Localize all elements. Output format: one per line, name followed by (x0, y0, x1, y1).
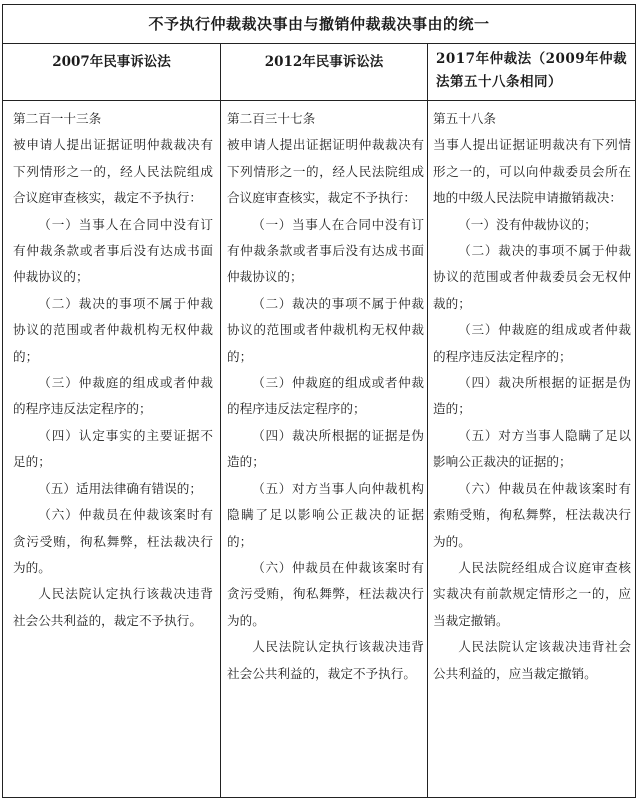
clause-paragraph: （六）仲裁员在仲裁该案时有索贿受贿，徇私舞弊，枉法裁决行为的。 (433, 480, 631, 549)
column-2007-body (13, 106, 213, 634)
column-header-2007: 2007年民事诉讼法 (52, 54, 171, 70)
clause-paragraph: （四）裁决所根据的证据是伪造的； (433, 375, 631, 417)
article-number: 第二百一十三条 (13, 111, 102, 126)
column-2017-body (433, 106, 631, 687)
column-header-2012: 2012年民事诉讼法 (264, 54, 384, 70)
clause-paragraph: 当事人提出证据证明裁决有下列情形之一的，可以向仲裁委员会所在地的中级人民法院申请撤销裁决： (433, 137, 631, 206)
clause-paragraph: 人民法院认定执行该裁决违背社会公共利益的，裁定不予执行。 (13, 586, 213, 628)
table-title: 不予执行仲裁裁决事由与撤销仲裁裁决事由的统一 (3, 5, 635, 44)
clause-paragraph: （三）仲裁庭的组成或者仲裁的程序违反法定程序的； (13, 375, 213, 417)
column-divider (220, 43, 221, 797)
clause-paragraph: （六）仲裁员在仲裁该案时有贪污受贿，徇私舞弊，枉法裁决行为的。 (227, 559, 424, 628)
clause-paragraph: 人民法院认定执行该裁决违背社会公共利益的，裁定不予执行。 (227, 639, 424, 681)
clause-paragraph: （一）当事人在合同中没有订有仲裁条款或者事后没有达成书面仲裁协议的； (227, 216, 424, 285)
clause-paragraph: 人民法院认定该裁决违背社会公共利益的，应当裁定撤销。 (433, 639, 631, 681)
clause-paragraph: （一）当事人在合同中没有订有仲裁条款或者事后没有达成书面仲裁协议的； (13, 216, 213, 285)
clause-paragraph: （四）认定事实的主要证据不足的； (13, 427, 213, 470)
column-2012-body (227, 106, 424, 687)
clause-paragraph: （五）对方当事人向仲裁机构隐瞒了足以影响公正裁决的证据的； (227, 480, 424, 549)
column-divider (427, 43, 428, 797)
article-number: 第二百三十七条 (227, 111, 316, 126)
header-divider (3, 100, 635, 101)
clause-paragraph: （二）裁决的事项不属于仲裁协议的范围或者仲裁委员会无权仲裁的； (433, 243, 631, 311)
clause-paragraph: （五）适用法律确有错误的； (38, 480, 202, 496)
clause-paragraph: （五）对方当事人隐瞒了足以影响公正裁决的证据的； (433, 427, 631, 470)
clause-paragraph: （四）裁决所根据的证据是伪造的； (227, 427, 424, 470)
clause-paragraph: 被申请人提出证据证明仲裁裁决有下列情形之一的，经人民法院组成合议庭审查核实，裁定不予执行： (227, 137, 424, 206)
clause-paragraph: （二）裁决的事项不属于仲裁协议的范围或者仲裁机构无权仲裁的； (13, 295, 213, 364)
article-number: 第五十八条 (433, 111, 496, 126)
clause-paragraph: 被申请人提出证据证明仲裁裁决有下列情形之一的，经人民法院组成合议庭审查核实，裁定不予执行： (13, 137, 213, 206)
comparison-table (2, 4, 636, 798)
clause-paragraph: （六）仲裁员在仲裁该案时有贪污受贿，徇私舞弊，枉法裁决行为的。 (13, 507, 213, 575)
column-header-2017: 2017年仲裁法（2009年仲裁法第五十八条相同） (436, 51, 628, 90)
clause-paragraph: （三）仲裁庭的组成或者仲裁的程序违反法定程序的； (227, 375, 424, 417)
clause-paragraph: （三）仲裁庭的组成或者仲裁的程序违反法定程序的； (433, 322, 631, 364)
clause-paragraph: （二）裁决的事项不属于仲裁协议的范围或者仲裁机构无权仲裁的； (227, 295, 424, 364)
clause-paragraph: 人民法院经组成合议庭审查核实裁决有前款规定情形之一的，应当裁定撤销。 (433, 559, 631, 628)
clause-paragraph: （一）没有仲裁协议的； (458, 216, 597, 232)
